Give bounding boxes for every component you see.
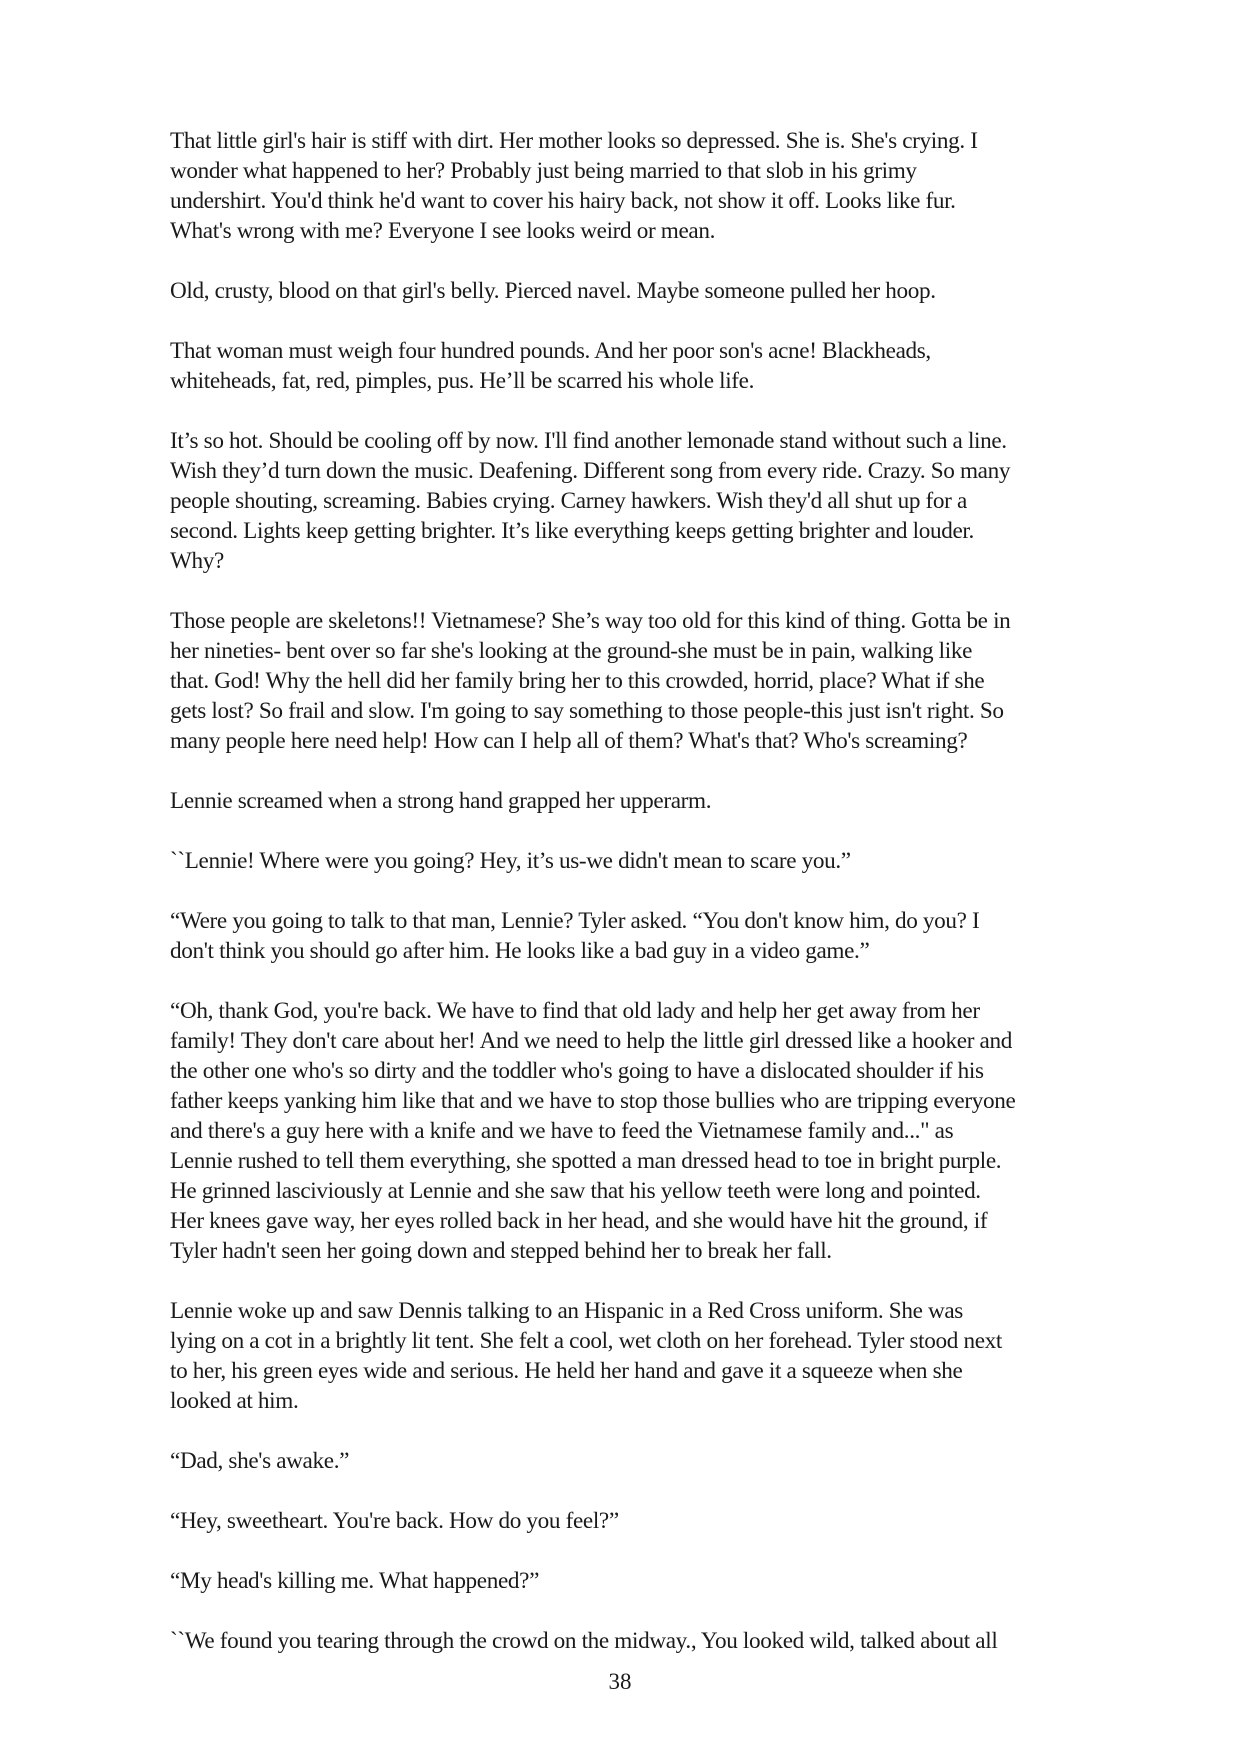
paragraph: That little girl's hair is stiff with dirt. Her mother looks so depressed. She is. She's crying. I wonder what happened to her? Probably just being married to that slob in his grimy undershirt. You'd think he'd want to cover his hairy back, not show it off. Looks like fur. What's wrong with me? Everyone I see looks weird or mean. [170, 128, 978, 244]
paragraph: “My head's killing me. What happened?” [170, 1568, 540, 1594]
page-number: 38 [608, 1669, 632, 1694]
paragraph: Old, crusty, blood on that girl's belly. Pierced navel. Maybe someone pulled her hoop. [170, 278, 936, 304]
paragraph: Lennie woke up and saw Dennis talking to an Hispanic in a Red Cross uniform. She was lying on a cot in a brightly lit tent. She felt a cool, wet cloth on her forehead. Tyler stood next to her, his green eyes wide and serious. He held her hand and gave it a squeeze when she looked at him. [170, 1298, 1002, 1414]
paragraph: “Hey, sweetheart. You're back. How do you feel?” [170, 1508, 619, 1534]
paragraph: ``We found you tearing through the crowd on the midway., You looked wild, talked about all [170, 1628, 998, 1654]
paragraph: Those people are skeletons!! Vietnamese? She’s way too old for this kind of thing. Gotta be in her nineties- bent over so far she's looking at the ground-she must be in pain, walking like that. God! Why the hell did her family bring her to this crowded, horrid, place? What if she gets lost? So frail and slow. I'm going to say something to those people-this just isn't right. So many people here need help! How can I help all of them? What's that? Who's screaming? [170, 608, 1011, 754]
paragraph: “Were you going to talk to that man, Lennie? Tyler asked. “You don't know him, do you? I don't think you should go after him. He looks like a bad guy in a video game.” [170, 908, 980, 964]
body-text [170, 126, 1130, 1686]
paragraph: Lennie screamed when a strong hand grapped her upperarm. [170, 788, 712, 814]
paragraph: “Dad, she's awake.” [170, 1448, 350, 1474]
paragraph: “Oh, thank God, you're back. We have to find that old lady and help her get away from her family! They don't care about her! And we need to help the little girl dressed like a hooker and the other one who's so dirty and the toddler who's going to have a dislocated shoulder if his father keeps yanking him like that and we have to stop those bullies who are tripping everyone and there's a guy here with a knife and we have to feed the Vietnamese family and..." as Lennie rushed to tell them everything, she spotted a man dressed head to toe in bright purple. He grinned lasciviously at Lennie and she saw that his yellow teeth were long and pointed. Her knees gave way, her eyes rolled back in her head, and she would have hit the ground, if Tyler hadn't seen her going down and stepped behind her to break her fall. [170, 998, 1016, 1264]
paragraph: ``Lennie! Where were you going? Hey, it’s us-we didn't mean to scare you.” [170, 848, 851, 874]
paragraph: That woman must weigh four hundred pounds. And her poor son's acne! Blackheads, whiteheads, fat, red, pimples, pus. He’ll be scarred his whole life. [170, 338, 931, 394]
paragraph: It’s so hot. Should be cooling off by now. I'll find another lemonade stand without such a line. Wish they’d turn down the music. Deafening. Different song from every ride. Crazy. So many people shouting, screaming. Babies crying. Carney hawkers. Wish they'd all shut up for a second. Lights keep getting brighter. It’s like everything keeps getting brighter and louder. Why? [170, 428, 1011, 574]
